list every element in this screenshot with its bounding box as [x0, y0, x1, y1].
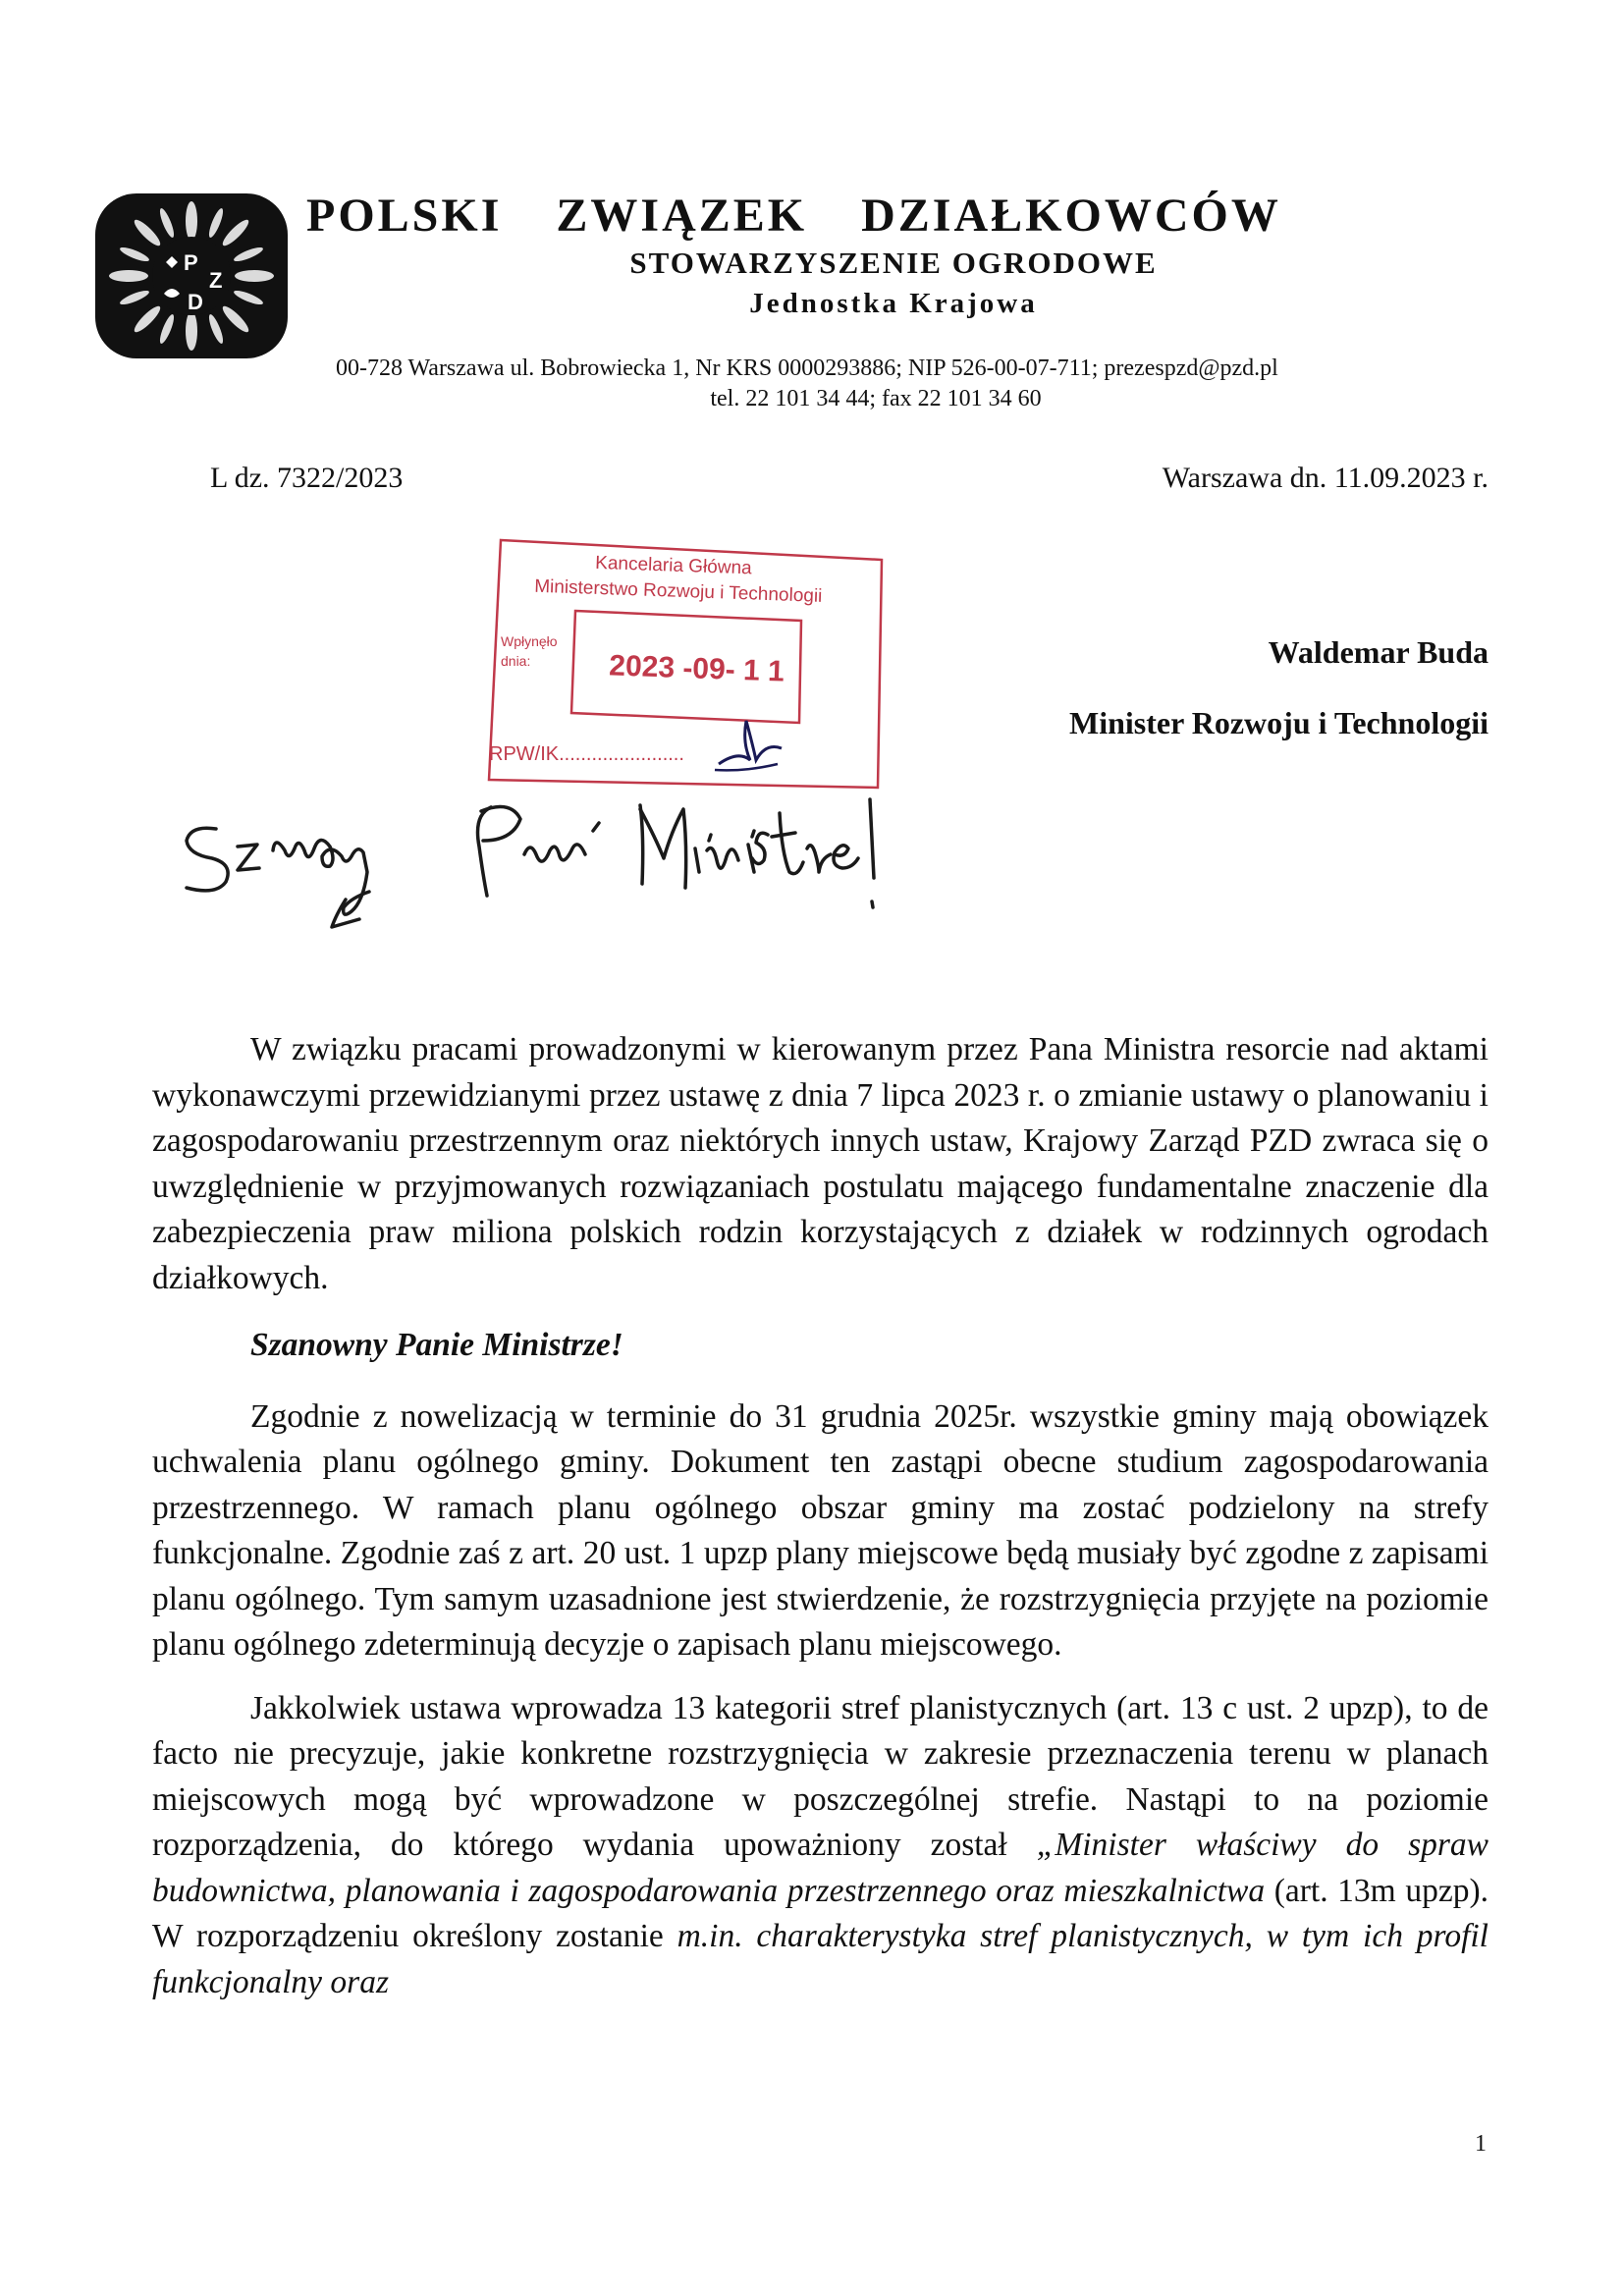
reference-number: L dz. 7322/2023	[210, 462, 404, 494]
body-salutation: Szanowny Panie Ministrze!	[250, 1327, 623, 1363]
logo-letter-z: Z	[209, 268, 223, 293]
pzd-logo	[93, 191, 290, 360]
organization-name: POLSKI ZWIĄZEK DZIAŁKOWCÓW	[306, 190, 1281, 242]
handwritten-greeting	[179, 786, 964, 933]
addressee-name: Waldemar Buda	[1268, 634, 1489, 670]
stamp-received-date: 2023 -09- 1 1	[608, 649, 785, 688]
letter-body	[152, 1027, 1489, 2027]
stamp-date-label: dnia:	[501, 653, 531, 669]
body-paragraph-2: Zgodnie z nowelizacją w terminie do 31 grudnia 2025r. wszystkie gminy mają obowiązek uchwalenia planu ogólnego gminy. Dokument ten zastąpi obecne studium zagospodarowania przestrzennego. W ramach planu ogólnego obszar gminy ma zostać podzielony na strefy funkcjonalne. Zgodnie zaś z art. 20 ust. 1 upzp plany miejscowe będą musiały być zgodne z zapisami planu ogólnego. Tym samym uzasadnione jest stwierdzenie, że rozstrzygnięcia przyjęte na poziomie planu ogólnego zdeterminują decyzje o zapisach planu miejscowego.	[152, 1397, 1489, 1663]
receipt-stamp	[487, 538, 884, 792]
stamp-office: Kancelaria Główna	[594, 552, 753, 579]
logo-letter-p: P	[184, 250, 198, 275]
page-number: 1	[1475, 2131, 1487, 2157]
body-paragraph-1: W związku pracami prowadzonymi w kierowanym przez Pana Ministra resorcie nad aktami wykonawczymi przewidzianymi przez ustawę z dnia 7 lipca 2023 r. o zmianie ustawy o planowaniu i zagospodarowaniu przestrzennym oraz niektórych innych ustaw, Krajowy Zarząd PZD zwraca się o uwzględnienie w przyjmowanych rozwiązaniach postulatu mającego fundamentalne znaczenie dla zabezpieczenia praw miliona polskich rodzin korzystających z działek w rodzinnych ogrodach działkowych.	[152, 1031, 1489, 1296]
logo-letter-d: D	[188, 290, 203, 314]
contact-line: tel. 22 101 34 44; fax 22 101 34 60	[710, 386, 1042, 411]
letter-date: Warszawa dn. 11.09.2023 r.	[1162, 462, 1489, 494]
body-paragraph-3-quote: „Minister właściwy do spraw budownictwa, planowania i zagospodarowania przestrzennego oraz mieszkalnictwa	[152, 1827, 1489, 1909]
stamp-ministry: Ministerstwo Rozwoju i Technologii	[533, 575, 823, 607]
body-paragraph-3-italic: m.in. charakterystyka stref planistycznych, w tym ich profil funkcjonalny oraz	[152, 1918, 1489, 2000]
address-line: 00-728 Warszawa ul. Bobrowiecka 1, Nr KRS 0000293886; NIP 526-00-07-711; prezespzd@pzd.pl	[336, 355, 1278, 381]
stamp-register: RPW/IK.......................	[489, 743, 684, 765]
stamp-received-label: Wpłynęło	[501, 633, 558, 649]
body-paragraph-3-text-c: (art. 13m upzp). W rozporządzeniu określony zostanie	[152, 1872, 1489, 1954]
organization-subtitle: STOWARZYSZENIE OGRODOWE	[629, 246, 1158, 280]
addressee-title: Minister Rozwoju i Technologii	[1069, 705, 1489, 740]
organization-unit: Jednostka Krajowa	[749, 288, 1038, 319]
body-paragraph-3-text-a: Jakkolwiek ustawa wprowadza 13 kategorii stref planistycznych (art. 13 c ust. 2 upzp), to de facto nie precyzuje, jakie konkretne rozstrzygnięcia w zakresie przeznaczenia terenu w planach miejscowych mogą być wprowadzone w poszczególnej strefie. Nastąpi to na poziomie rozporządzenia, do którego wydania upoważniony został	[152, 1689, 1489, 1863]
addressee-block	[1069, 617, 1489, 758]
body-paragraph-3	[152, 1686, 1489, 2006]
handwritten-initials	[719, 721, 782, 764]
